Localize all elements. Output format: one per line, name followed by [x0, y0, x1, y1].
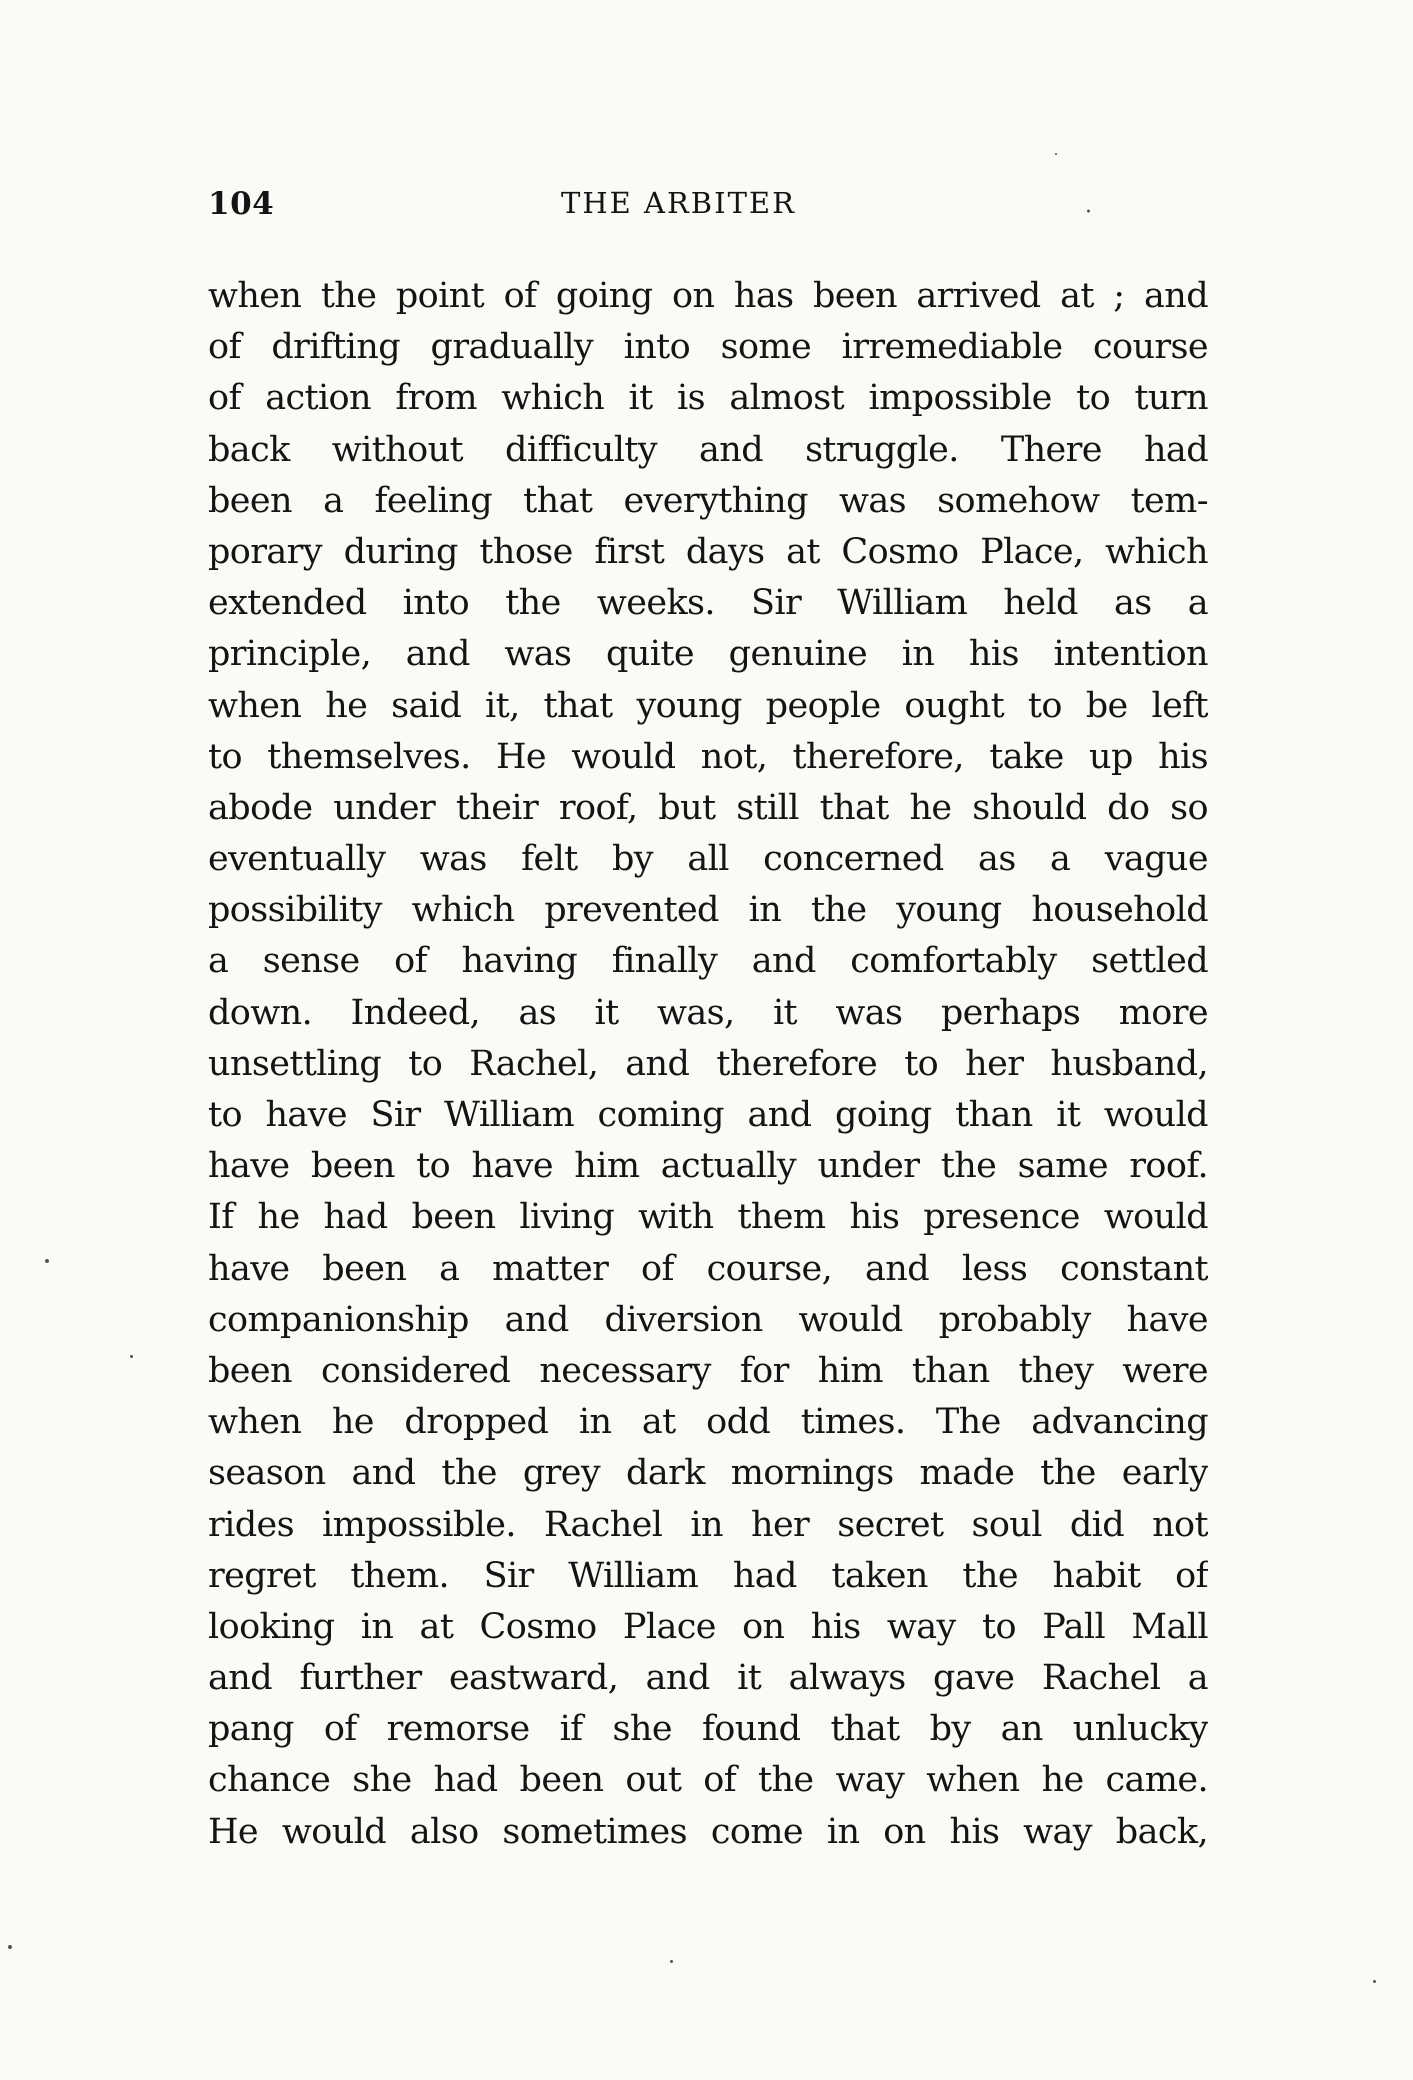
text-line: chance she had been out of the way when he came. — [208, 1760, 1208, 1801]
text-line: have been a matter of course, and less constant — [208, 1248, 1208, 1289]
text-line: rides impossible. Rachel in her secret soul did not — [208, 1504, 1208, 1545]
running-title: THE ARBITER — [561, 186, 796, 220]
text-line: to have Sir William coming and going than it would — [208, 1095, 1208, 1135]
text-line: porary during those first days at Cosmo Place, which — [208, 531, 1208, 572]
text-line: eventually was felt by all concerned as a vague — [208, 839, 1208, 880]
text-line: He would also sometimes come in on his way back, — [208, 1811, 1208, 1852]
scan-speck — [45, 1259, 49, 1263]
text-line: of action from which it is almost impossible to turn — [208, 378, 1208, 419]
scan-speck — [1055, 153, 1057, 155]
text-line: season and the grey dark mornings made the early — [208, 1453, 1208, 1494]
text-line: back without difficulty and struggle. There had — [208, 429, 1208, 470]
text-line: unsettling to Rachel, and therefore to her husband, — [208, 1043, 1208, 1084]
text-line: If he had been living with them his presence would — [208, 1197, 1208, 1238]
text-line: when the point of going on has been arrived at ; and — [208, 276, 1208, 316]
scan-speck — [130, 1355, 133, 1358]
text-line: when he said it, that young people ought to be left — [208, 685, 1208, 726]
text-line: a sense of having finally and comfortably settled — [208, 941, 1208, 982]
scan-speck — [670, 1960, 673, 1963]
text-line: of drifting gradually into some irremediable course — [208, 327, 1208, 368]
text-line: principle, and was quite genuine in his intention — [208, 634, 1208, 675]
text-line: been considered necessary for him than they were — [208, 1350, 1208, 1391]
text-line: abode under their roof, but still that he should do so — [208, 787, 1208, 828]
text-line: companionship and diversion would probably have — [208, 1299, 1208, 1340]
text-line: and further eastward, and it always gave Rachel a — [208, 1658, 1208, 1699]
page-header — [208, 186, 1208, 236]
body-text — [208, 271, 1208, 1858]
page-number: 104 — [208, 186, 275, 222]
text-line: looking in at Cosmo Place on his way to Pall Mall — [208, 1606, 1208, 1647]
text-line: regret them. Sir William had taken the habit of — [208, 1555, 1208, 1596]
text-line: down. Indeed, as it was, it was perhaps more — [208, 992, 1208, 1033]
text-line: extended into the weeks. Sir William held as a — [208, 583, 1208, 624]
text-line: to themselves. He would not, therefore, take up his — [208, 736, 1208, 777]
scan-speck — [8, 1945, 12, 1949]
scan-speck — [1373, 1980, 1376, 1983]
header-mark: · — [1085, 200, 1092, 225]
text-line: when he dropped in at odd times. The advancing — [208, 1402, 1208, 1443]
text-line: been a feeling that everything was somehow tem- — [208, 480, 1208, 521]
text-line: pang of remorse if she found that by an unlucky — [208, 1709, 1208, 1750]
text-line: have been to have him actually under the same roof. — [208, 1146, 1208, 1187]
text-line: possibility which prevented in the young household — [208, 890, 1208, 931]
